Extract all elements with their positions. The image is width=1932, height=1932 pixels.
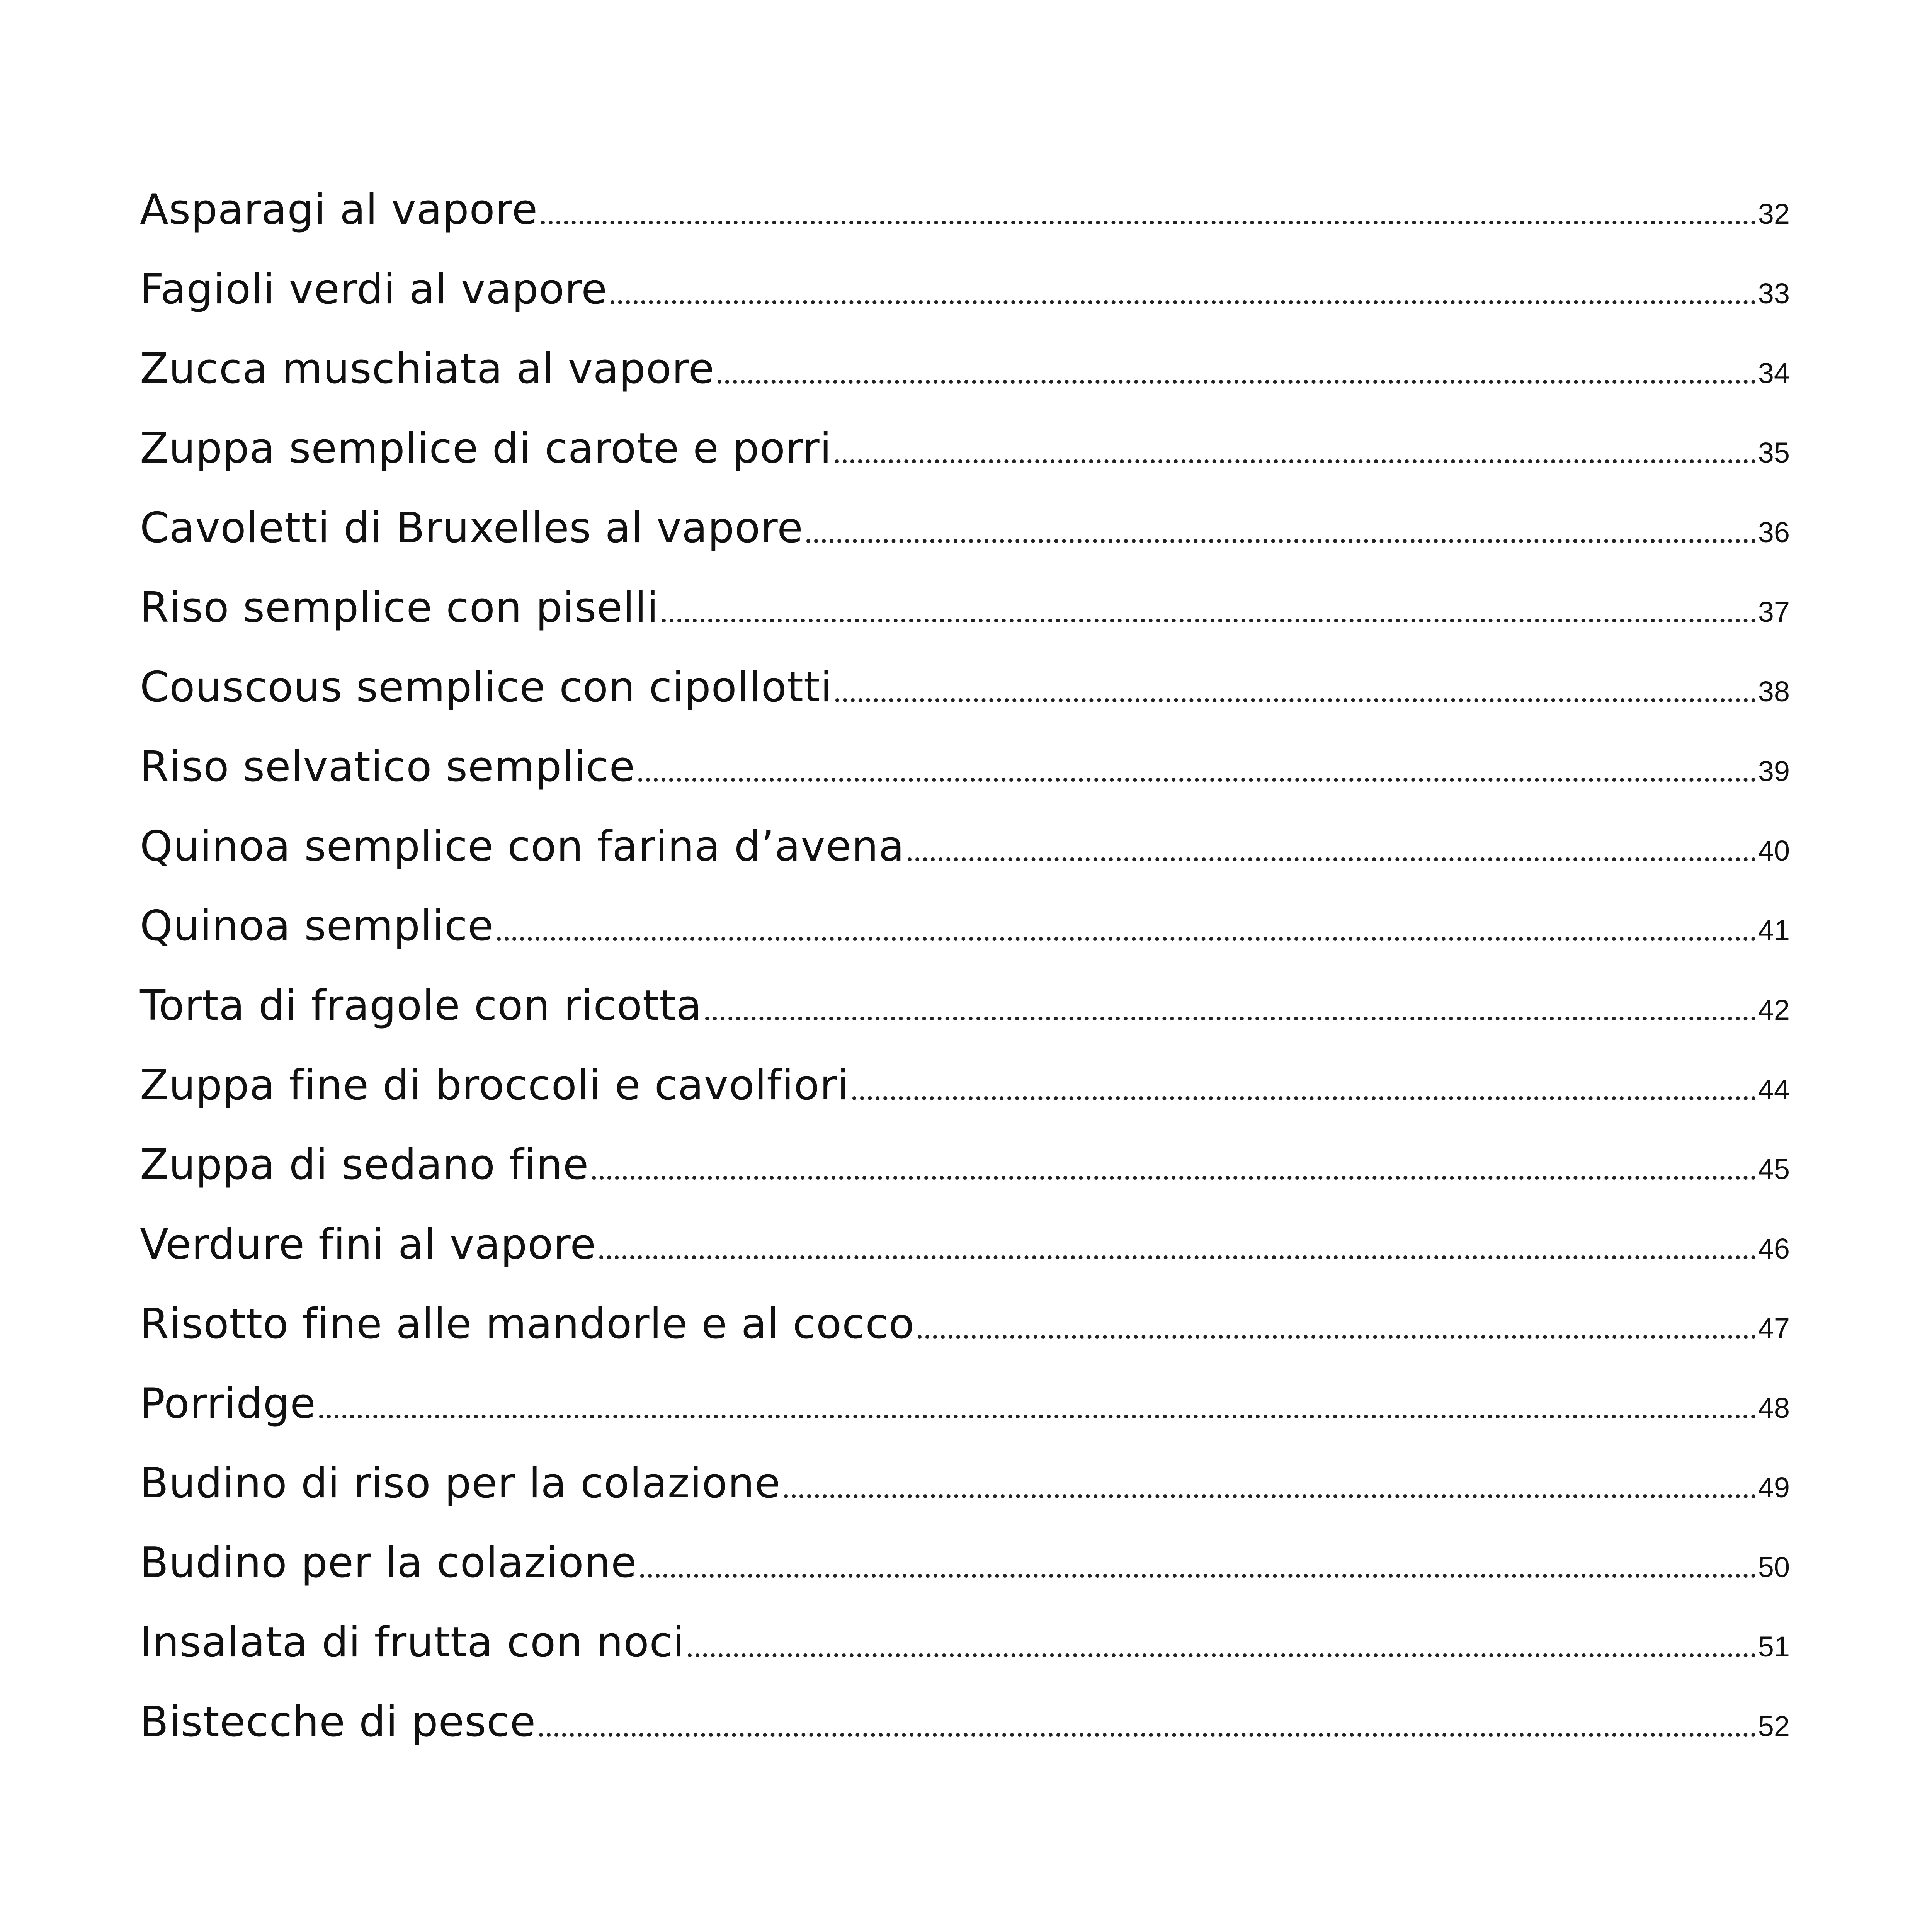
toc-entry[interactable] [140, 1603, 1790, 1682]
toc-dot-leader [319, 1415, 1756, 1418]
toc-entry-title: Cavoletti di Bruxelles al vapore [140, 504, 803, 552]
toc-page-number: 42 [1758, 994, 1790, 1026]
toc-entry-title: Riso semplice con piselli [140, 583, 659, 632]
toc-page-number: 34 [1758, 357, 1790, 389]
toc-entry[interactable] [140, 1364, 1790, 1444]
toc-dot-leader [908, 857, 1756, 861]
toc-dot-leader [611, 300, 1756, 304]
toc-page-number: 37 [1758, 596, 1790, 628]
toc-entry[interactable] [140, 648, 1790, 727]
table-of-contents [140, 170, 1790, 1762]
toc-page-number: 50 [1758, 1551, 1790, 1583]
toc-entry-title: Porridge [140, 1379, 316, 1428]
toc-page-number: 40 [1758, 835, 1790, 867]
toc-page-number: 48 [1758, 1392, 1790, 1424]
toc-page-number: 46 [1758, 1233, 1790, 1265]
toc-entry[interactable] [140, 250, 1790, 329]
toc-entry[interactable] [140, 1125, 1790, 1205]
toc-page-number: 39 [1758, 755, 1790, 787]
toc-page-number: 33 [1758, 277, 1790, 310]
toc-page-number: 35 [1758, 437, 1790, 469]
toc-entry[interactable] [140, 568, 1790, 648]
toc-page-number: 32 [1758, 198, 1790, 230]
toc-dot-leader [497, 937, 1756, 941]
toc-page-number: 49 [1758, 1471, 1790, 1503]
toc-entry[interactable] [140, 1444, 1790, 1523]
toc-page-number: 47 [1758, 1312, 1790, 1344]
toc-entry[interactable] [140, 170, 1790, 250]
toc-dot-leader [662, 619, 1756, 622]
toc-entry-title: Riso selvatico semplice [140, 743, 635, 791]
toc-dot-leader [835, 459, 1756, 463]
toc-entry-title: Zucca muschiata al vapore [140, 345, 715, 393]
toc-page-number: 36 [1758, 516, 1790, 548]
toc-entry[interactable] [140, 807, 1790, 886]
toc-entry-title: Zuppa semplice di carote e porri [140, 424, 832, 473]
toc-entry-title: Quinoa semplice con farina d’avena [140, 822, 905, 871]
toc-entry-title: Zuppa di sedano fine [140, 1141, 589, 1189]
toc-dot-leader [718, 380, 1755, 384]
toc-entry-title: Couscous semplice con cipollotti [140, 663, 833, 711]
toc-entry-title: Torta di fragole con ricotta [140, 981, 702, 1030]
toc-entry[interactable] [140, 1523, 1790, 1603]
toc-dot-leader [638, 778, 1756, 782]
toc-dot-leader [541, 221, 1756, 224]
toc-dot-leader [784, 1494, 1756, 1498]
toc-entry[interactable] [140, 1682, 1790, 1762]
toc-entry-title: Verdure fini al vapore [140, 1220, 596, 1269]
toc-entry-title: Bistecche di pesce [140, 1698, 536, 1746]
toc-dot-leader [852, 1096, 1756, 1100]
toc-page-number: 38 [1758, 675, 1790, 707]
toc-entry[interactable] [140, 488, 1790, 568]
toc-entry-title: Budino per la colazione [140, 1539, 637, 1587]
toc-entry-title: Quinoa semplice [140, 902, 494, 950]
toc-page-number: 41 [1758, 914, 1790, 946]
toc-entry[interactable] [140, 727, 1790, 807]
toc-entry[interactable] [140, 886, 1790, 966]
toc-entry[interactable] [140, 409, 1790, 488]
toc-entry-title: Insalata di frutta con noci [140, 1618, 685, 1667]
toc-entry[interactable] [140, 1205, 1790, 1284]
toc-dot-leader [806, 539, 1756, 543]
toc-dot-leader [835, 698, 1755, 702]
toc-dot-leader [640, 1574, 1756, 1578]
toc-entry[interactable] [140, 1046, 1790, 1125]
toc-page-number: 44 [1758, 1073, 1790, 1105]
toc-dot-leader [918, 1335, 1756, 1339]
toc-entry-title: Fagioli verdi al vapore [140, 265, 607, 313]
toc-dot-leader [688, 1653, 1756, 1657]
toc-entry-title: Zuppa fine di broccoli e cavolfiori [140, 1061, 849, 1109]
toc-entry-title: Budino di riso per la colazione [140, 1459, 781, 1507]
toc-dot-leader [592, 1176, 1756, 1180]
toc-dot-leader [705, 1017, 1756, 1020]
toc-page-number: 45 [1758, 1153, 1790, 1185]
toc-entry-title: Risotto fine alle mandorle e al cocco [140, 1300, 915, 1348]
toc-entry[interactable] [140, 1284, 1790, 1364]
toc-page-number: 51 [1758, 1631, 1790, 1663]
toc-dot-leader [539, 1733, 1756, 1737]
toc-page-number: 52 [1758, 1710, 1790, 1742]
toc-entry-title: Asparagi al vapore [140, 185, 538, 234]
toc-entry[interactable] [140, 966, 1790, 1046]
toc-dot-leader [599, 1255, 1756, 1259]
toc-entry[interactable] [140, 329, 1790, 409]
